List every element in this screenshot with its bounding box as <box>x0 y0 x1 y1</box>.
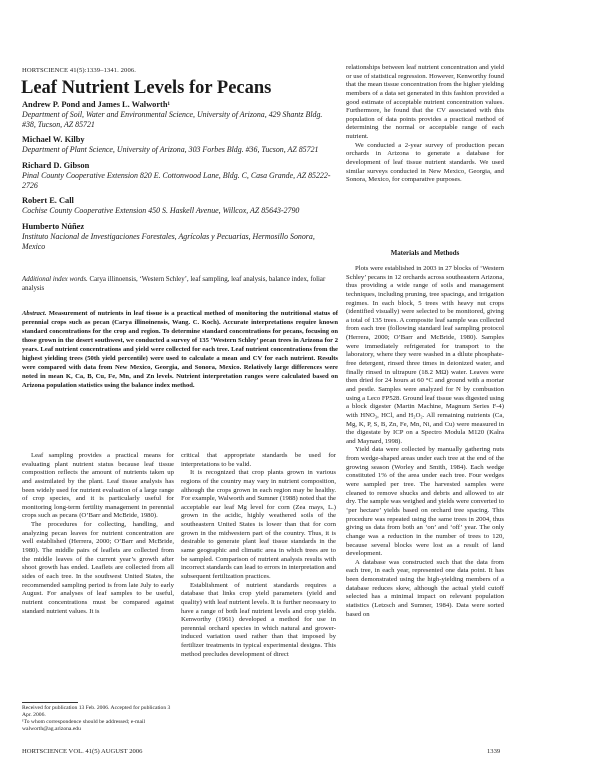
body-column-2 <box>181 452 336 659</box>
paragraph: It is recognized that crop plants grown in various regions of the country may vary in nutrient composition, although the crops grown in each region may be healthy. For example, Walworth and Sumner (1988) noted that the acceptable ear leaf Mg level for corn (Zea mays, L.) grown in the acidic, highly weathered soils of the southeastern United States is lower than that for corn grown in the midwestern part of the country. Thus, it is desirable to generate plant leaf tissue standards in the same geographic and climatic area in which trees are to be sampled. Comparison of nutrient analysis results with incorrect standards can lead to errors in interpretation and subsequent fertilization practices. <box>181 469 336 580</box>
footnotes <box>22 705 174 733</box>
footnote: ¹To whom correspondence should be addressed; e-mail walworth@ag.arizona.edu <box>22 718 146 732</box>
running-footer: HORTSCIENCE VOL. 41(5) AUGUST 2006 <box>22 748 143 755</box>
paragraph: Leaf sampling provides a practical means for evaluating plant nutrient status because leaf tissue composition reflects the amount of nutrients taken up and assimilated by the plant. Leaf tissue analysis has been widely used for nutrient evaluation of a large range of crop species, and it is particularly useful for monitoring long-term fertility management in perennial crops such as pecans (O’Barr and McBride, 1980). <box>22 452 174 520</box>
author-affiliation: Department of Plant Science, University of Arizona, 303 Forbes Bldg. #36, Tucson, AZ 85721 <box>22 145 319 155</box>
author-affiliation: Instituto Nacional de Investigaciones Forestales, Agrícolas y Pecuarias, Hermosillo Sonora, Mexico <box>22 231 315 251</box>
section-heading: Materials and Methods <box>390 250 460 257</box>
paragraph: A database was constructed such that the data from each tree, in each year, represented one data point. It has been demonstrated using the high-yielding members of a database reduces skew, although the actual yield cutoff selected has a minimal impact on relevant population statistics (Letzsch and Sumner, 1984). Data were sorted based on <box>346 558 504 618</box>
paragraph: The procedures for collecting, handling, and analyzing pecan leaves for nutrient concentration are well established (Herrera, 2000; O’Barr and McBride, 1980). The middle pairs of leaflets are collected from the middle leaves of the current year’s growth after shoot growth has ended. Leaflets are collected from all sides of each tree. In the southwest United States, the recommended sampling period is from late July to early August. For analyses of leaf samples to be useful, nutrient concentrations must be compared against standard nutrient values. It is <box>22 521 174 615</box>
author-affiliation: Cochise County Cooperative Extension 450 S. Haskell Avenue, Willcox, AZ 85643-2790 <box>22 206 300 216</box>
journal-reference: HORTSCIENCE 41(5):1339–1341. 2006. <box>22 67 136 74</box>
author-affiliation: Department of Soil, Water and Environmental Science, University of Arizona, 429 Shantz Bldg. #38, Tucson, AZ 85721 <box>22 110 323 129</box>
paragraph: Yield data were collected by manually gathering nuts from wedge-shaped areas under each tree at the end of the growing season (Worley and Smith, 1984). Each wedge constituted 1% of the area under each tree. Four wedges were sampled per tree. The harvested samples were cleaned to remove shucks and debris and allowed to air dry. The sample was weighed and yields were converted to ‘per hectare’ yields based on orchard tree spacing. This procedure was repeated using the same trees in 2004, thus giving us data from both an ‘on’ and ‘off’ year. The only change was a reduction in the number of trees to 120, because several blocks were lost as a result of land development. <box>346 446 504 558</box>
paragraph: Plots were established in 2003 in 27 blocks of ‘Western Schley’ pecans in 12 orchards across southeastern Arizona, thus providing a wide range of soils and management techniques, including pruning, tree spacings, and irrigation regimes. In each block, 5 trees with heavy nut crops (identified visually) were selected to be monitored, giving a total of 135 trees. A composite leaf sample was collected from each tree (following standard leaf sampling protocol (Herrera, 2000; O’Barr and McBride, 1980). Samples were immediately refrigerated for transport to the laboratory, where they were washed in a dilute phosphate-free detergent, rinsed three times in deionized water, and finally rinsed in ultrapure (18.2 MΩ) water. Leaves were then dried for 24 hours at 60 °C and ground with a mortar and pestle. Samples were analyzed for N by combustion using a Leco FP528. Ground leaf tissue was digested using a block digester (Martin Machine, Magnum Series F-4) with HNO₃, HCl, and H₂O₂. All remaining nutrients (Ca, Mg, K, P, S, B, Zn, Fe, Mn, Ni, and Cu) were measured in the digestate by ICP on a Spectro Modula M120 (Kalra and Maynard, 1998). <box>346 265 504 445</box>
author-name: Andrew P. Pond and James L. Walworth¹ <box>22 100 171 109</box>
footnote: Received for publication 13 Feb. 2006. Accepted for publication 3 Apr. 2006. <box>22 705 171 718</box>
keywords-label: Additional index words. <box>22 276 88 283</box>
keywords-text: Carya illinoensis, ‘Western Schley’, leaf sampling, leaf analysis, balance index, foliar analysis <box>22 276 326 293</box>
paragraph: critical that appropriate standards be used for interpretations to be valid. <box>181 452 336 468</box>
body-column-3-top <box>346 64 504 185</box>
paragraph: Establishment of nutrient standards requires a database that links crop yield parameters (yield and quality) with leaf nutrient levels. It is further necessary to have a range of both leaf nutrient levels and crop yields. Kenworthy (1961) developed a method for use in perennial orchard species in which natural and grower-induced variation used rather than that imposed by fertilizer treatments in typical experimental designs. This method precludes development of direct <box>181 581 336 658</box>
author-list <box>22 100 338 251</box>
keywords <box>22 275 338 293</box>
body-column-1 <box>22 452 174 616</box>
author-name: Robert E. Call <box>22 196 74 206</box>
author-affiliation: Pinal County Cooperative Extension 820 E. Cottonwood Lane, Bldg. C, Casa Grande, AZ 85222-2726 <box>22 170 331 190</box>
abstract-label: Abstract. <box>22 310 47 317</box>
author-name: Humberto Núñez <box>22 221 85 231</box>
paragraph: We conducted a 2-year survey of production pecan orchards in Arizona to generate a database for development of leaf tissue nutrient standards. We used similar surveys conducted in New Mexico, Georgia, and Sonora, Mexico, for comparative purposes. <box>346 141 504 184</box>
article-title: Leaf Nutrient Levels for Pecans <box>21 78 272 98</box>
abstract-text: Measurement of nutrients in leaf tissue is a practical method of monitoring the nutritional status of perennial crops such as pecan (Carya illinoinensis, Wang. C. Koch). Accurate interpretations require known standard concentrations for the crop and region. To determine standard concentrations for pecans, focusing on those grown in the desert southwest, we conducted a survey of 135 ‘Western Schley’ pecan trees in Arizona for 2 years. Leaf nutrient concentrations and yield were collected for each tree. Leaf nutrient concentrations from the highest yielding trees (50th yield percentile) were used to calculate a mean and CV for each nutrient. Results were compared with data from New Mexico, Georgia, and Sonora, Mexico. Relatively large differences were noted in mean K, Ca, B, Cu, Fe, Mn, and Zn levels. Nutrient interpretation ranges were calculated based on Arizona population statistics using the balance index method. <box>22 310 338 389</box>
page-number: 1339 <box>487 748 501 755</box>
author-name: Richard D. Gibson <box>22 160 90 170</box>
abstract <box>22 310 338 391</box>
footnote-divider <box>22 702 78 703</box>
paragraph: relationships between leaf nutrient concentration and yield or use of statistical regression. However, Kenworthy found that the mean tissue concentration from the higher yielding members of a data set generated in this fashion provided a good estimate of acceptable nutrient concentration values. Furthermore, he found that the CV associated with this population of data points provides a practical method of determining the normal or acceptable range of each nutrient. <box>346 64 504 141</box>
author-name: Michael W. Kilby <box>22 135 85 145</box>
body-column-3-bottom <box>346 265 504 619</box>
